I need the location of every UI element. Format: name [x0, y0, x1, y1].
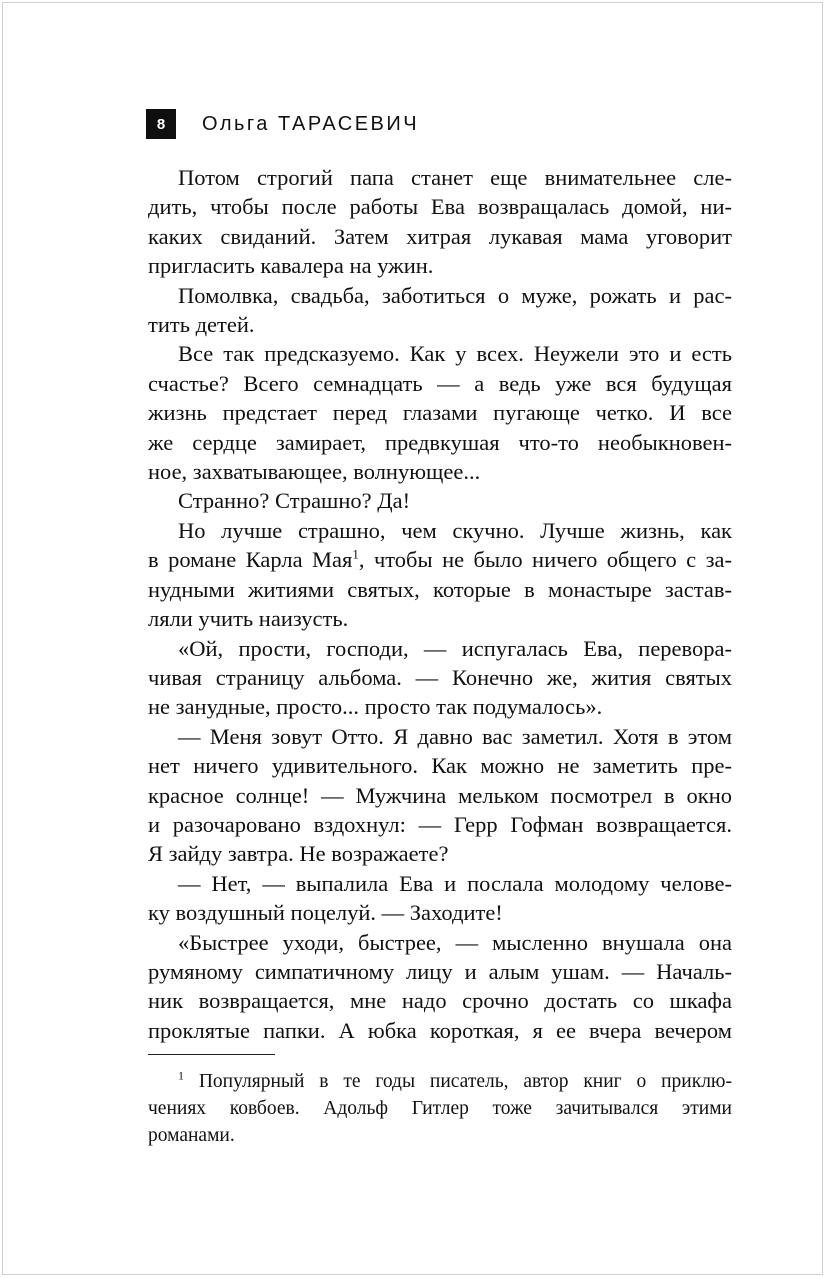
- text-fragment: , чтобы не было ничего общего с за-: [358, 547, 732, 573]
- text-line: проклятые папки. А юбка короткая, я ее вчера вечером: [148, 1017, 732, 1043]
- footnote-mark: 1: [178, 1068, 184, 1083]
- footnote-line: чениях ковбоев. Адольф Гитлер тоже зачитывался этими: [148, 1098, 732, 1119]
- footnote-separator: [148, 1054, 275, 1055]
- text-line: ник возвращается, мне надо срочно достать со шкафа: [148, 988, 732, 1014]
- text-line: и разочаровано вздохнул: — Герр Гофман возвращается.: [148, 811, 732, 837]
- footnote-line: [148, 1068, 732, 1095]
- text-line: Помолвка, свадьба, заботиться о муже, рожать и рас-: [178, 282, 732, 308]
- text-line: тить детей.: [148, 312, 255, 338]
- text-line: счастье? Всего семнадцать — а ведь уже вся будущая: [148, 370, 732, 396]
- text-line: румяному симпатичному лицу и алым ушам. — Началь-: [148, 958, 732, 984]
- page-number: 8: [146, 109, 176, 139]
- text-line: [148, 545, 732, 574]
- text-line: Странно? Страшно? Да!: [178, 488, 411, 514]
- text-line: — Меня зовут Отто. Я давно вас заметил. Хотя в этом: [178, 723, 732, 749]
- text-line: Все так предсказуемо. Как у всех. Неужели это и есть: [178, 341, 732, 367]
- running-head-author: Ольга ТАРАСЕВИЧ: [202, 112, 420, 135]
- text-line: ляли учить наизусть.: [148, 606, 349, 632]
- text-line: жизнь предстает перед глазами пугающе четко. И все: [148, 400, 732, 426]
- text-line: — Нет, — выпалила Ева и послала молодому челове-: [178, 870, 732, 896]
- text-fragment: в романе Карла Мая: [148, 547, 353, 573]
- text-line: «Ой, прости, господи, — испугалась Ева, перевора-: [178, 635, 732, 661]
- text-line: нудными житиями святых, которые в монастыре застав-: [148, 576, 732, 602]
- text-line: Я зайду завтра. Не возражаете?: [148, 841, 449, 867]
- running-header: [146, 109, 419, 139]
- book-page: [2, 2, 823, 1275]
- text-line: каких свиданий. Затем хитрая лукавая мама уговорит: [148, 223, 732, 249]
- text-line: дить, чтобы после работы Ева возвращалась домой, ни-: [148, 194, 732, 220]
- text-line: Но лучше страшно, чем скучно. Лучше жизнь, как: [178, 517, 732, 543]
- text-line: Потом строгий папа станет еще внимательнее сле-: [178, 165, 732, 190]
- text-line: пригласить кавалера на ужин.: [148, 253, 434, 279]
- text-line: красное солнце! — Мужчина мельком посмотрел в окно: [148, 782, 732, 808]
- text-line: ку воздушный поцелуй. — Заходите!: [148, 900, 503, 926]
- footnote-line: романами.: [148, 1125, 235, 1146]
- footnote-reference[interactable]: 1: [352, 546, 359, 562]
- main-text: [148, 163, 732, 1045]
- text-line: нет ничего удивительного. Как можно не заметить пре-: [148, 753, 732, 779]
- text-line: чивая страницу альбома. — Конечно же, жития святых: [148, 664, 732, 690]
- text-line: не занудные, просто... просто так подумалось».: [148, 694, 603, 720]
- footnote-text: Популярный в те годы писатель, автор книг о приклю-: [198, 1071, 732, 1092]
- text-line: ное, захватывающее, волнующее...: [148, 459, 481, 485]
- text-line: «Быстрее уходи, быстрее, — мысленно внушала она: [178, 929, 732, 955]
- footnote: [148, 1068, 732, 1149]
- text-line: же сердце замирает, предвкушая что-то необыкновен-: [148, 429, 732, 455]
